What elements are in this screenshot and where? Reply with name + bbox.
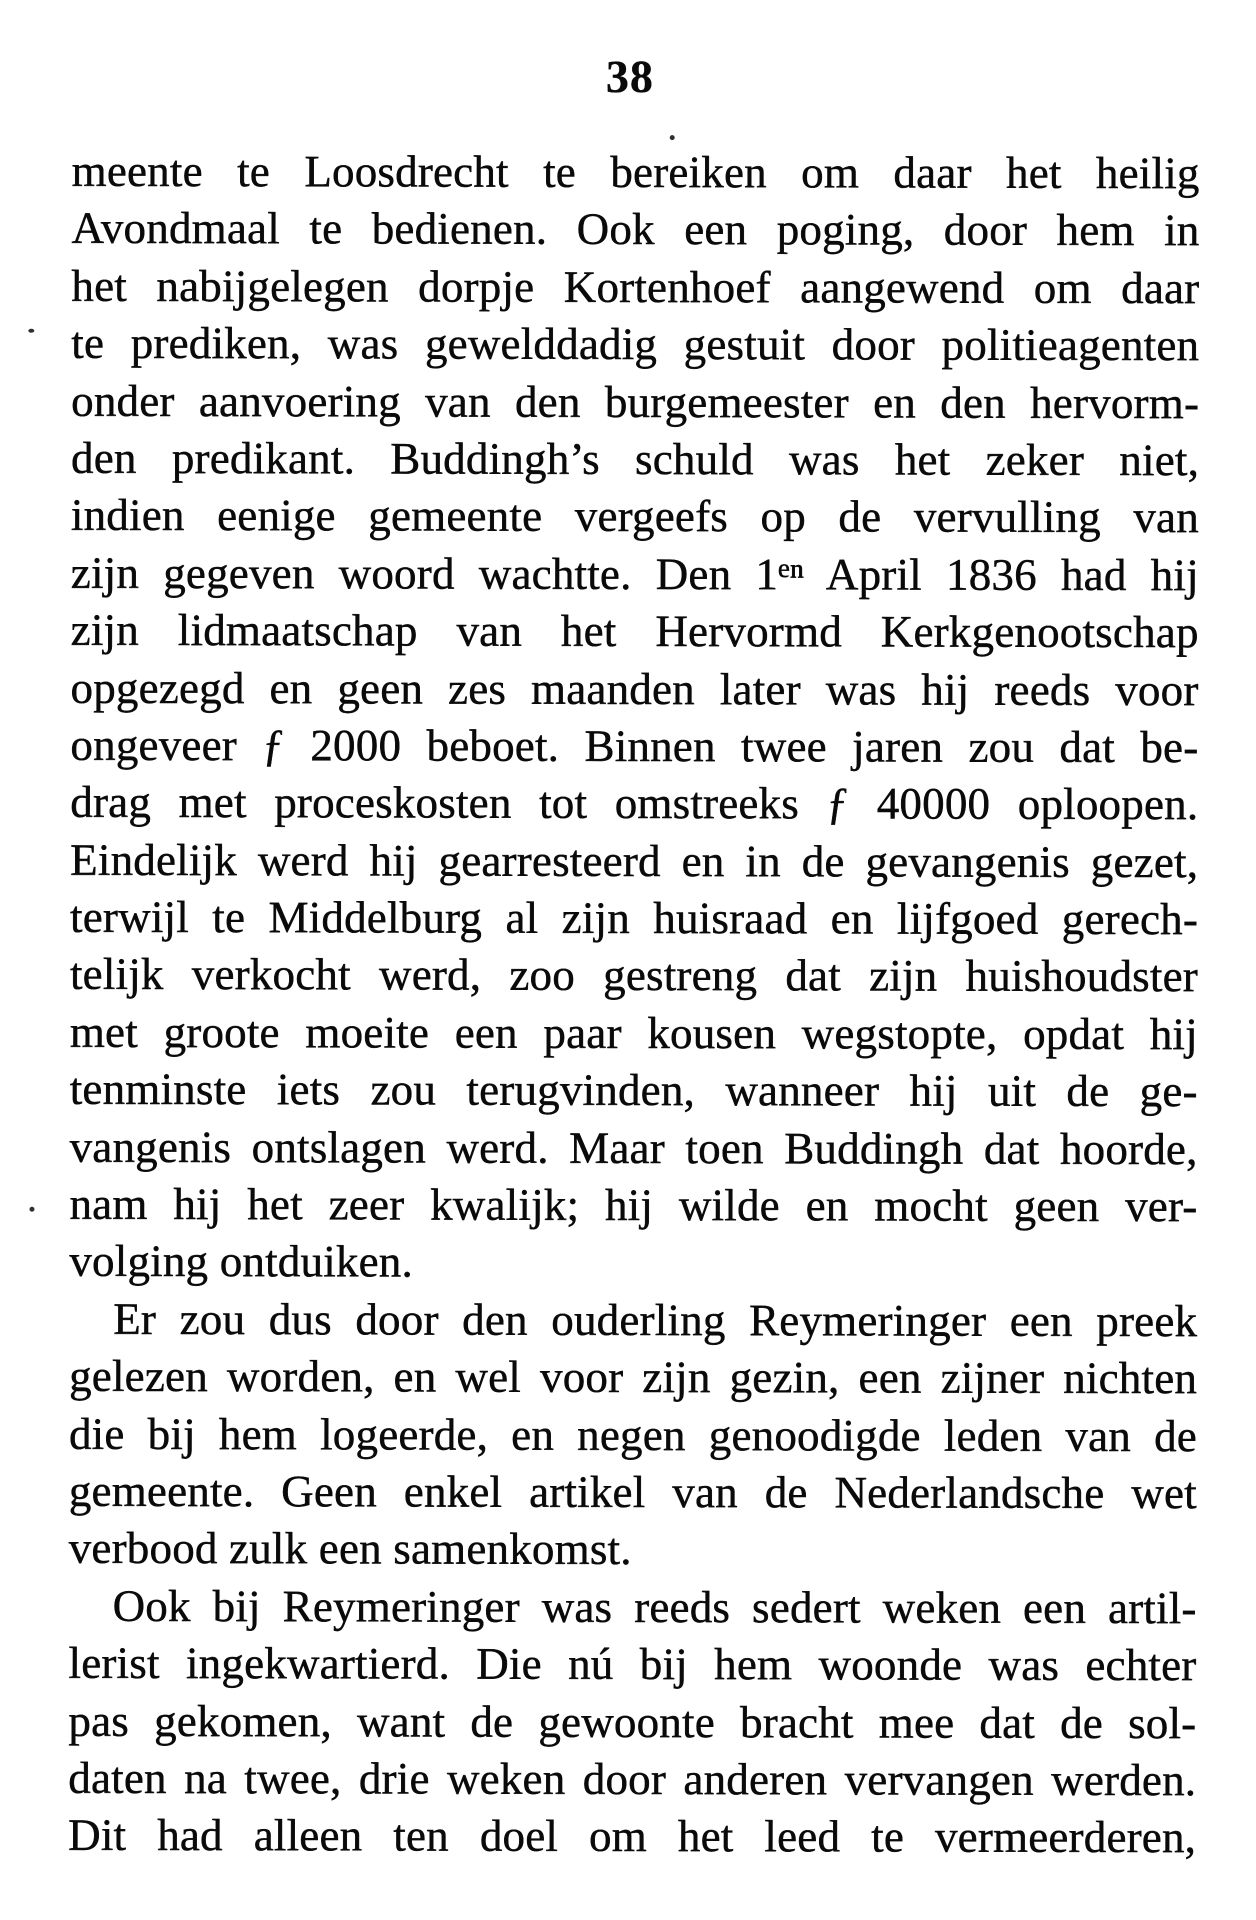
text-line-p2-l5: verbood zulk een samenkomst. bbox=[68, 1523, 632, 1575]
text-line-p1-l13: Eindelijk werd hij gearresteerd en in de gevangenis gezet, bbox=[70, 834, 1199, 887]
text-line-p1-l11: ongeveer ƒ 2000 beboet. Binnen twee jaren zou dat be- bbox=[70, 719, 1199, 773]
text-line-p1-l10: opgezegd en geen zes maanden later was hij reeds voor bbox=[70, 662, 1199, 715]
text-line-p3-l3: pas gekomen, want de gewoonte bracht mee dat de sol- bbox=[68, 1695, 1197, 1748]
text-line-p1-l20: volging ontduiken. bbox=[69, 1236, 414, 1287]
body-text bbox=[68, 143, 1200, 1867]
text-line-p1-l16: met groote moeite een paar kousen wegstopte, opdat hij bbox=[69, 1006, 1198, 1060]
text-line-p1-l5: onder aanvoering van den burgemeester en den hervorm- bbox=[71, 375, 1200, 428]
text-line-p1-l3: het nabijgelegen dorpje Kortenhoef aangewend om daar bbox=[71, 260, 1200, 313]
scan-speck-1 bbox=[670, 135, 675, 140]
text-line-p3-l4: daten na twee, drie weken door anderen vervangen werden. bbox=[68, 1752, 1197, 1806]
scan-speck-2 bbox=[28, 329, 34, 333]
text-line-p1-l19: nam hij het zeer kwalijk; hij wilde en mocht geen ver- bbox=[69, 1178, 1198, 1232]
text-line-p1-l1: meente te Loosdrecht te bereiken om daar het heilig bbox=[71, 145, 1200, 199]
text-line-p1-l4: te prediken, was gewelddadig gestuit door politieagenten bbox=[71, 318, 1200, 371]
scan-speck-3 bbox=[29, 1207, 34, 1212]
text-line-p1-l8: zijn gegeven woord wachtte. Den 1ᵉⁿ April 1836 had hij bbox=[70, 547, 1199, 600]
text-line-p1-l7: indien eenige gemeente vergeefs op de vervulling van bbox=[70, 490, 1199, 543]
text-line-p1-l17: tenminste iets zou terugvinden, wanneer hij uit de ge- bbox=[69, 1064, 1198, 1117]
text-line-p1-l14: terwijl te Middelburg al zijn huisraad en lijfgoed gerech- bbox=[70, 891, 1199, 945]
page-number: 38 bbox=[605, 50, 654, 103]
text-line-p1-l18: vangenis ontslagen werd. Maar toen Buddingh dat hoorde, bbox=[69, 1121, 1198, 1174]
text-line-p3-l5: Dit had alleen ten doel om het leed te vermeerderen, bbox=[68, 1810, 1197, 1863]
text-line-p3-l1: Ook bij Reymeringer was reeds sedert weken een artil- bbox=[112, 1580, 1197, 1633]
text-line-p2-l2: gelezen worden, en wel voor zijn gezin, een zijner nichten bbox=[69, 1351, 1198, 1404]
text-line-p2-l1: Er zou dus door den ouderling Reymeringer een preek bbox=[113, 1293, 1198, 1347]
text-line-p1-l6: den predikant. Buddingh’s schuld was het zeker niet, bbox=[70, 432, 1200, 486]
text-line-p1-l15: telijk verkocht werd, zoo gestreng dat zijn huishoudster bbox=[69, 949, 1199, 1002]
text-line-p2-l3: die bij hem logeerde, en negen genoodigde leden van de bbox=[68, 1408, 1198, 1461]
text-line-p1-l2: Avondmaal te bedienen. Ook een poging, door hem in bbox=[71, 203, 1200, 256]
text-line-p1-l9: zijn lidmaatschap van het Hervormd Kerkgenootschap bbox=[70, 604, 1199, 658]
text-line-p3-l2: lerist ingekwartierd. Die nú bij hem woonde was echter bbox=[68, 1637, 1197, 1691]
text-line-p2-l4: gemeente. Geen enkel artikel van de Nederlandsche wet bbox=[68, 1465, 1197, 1519]
text-line-p1-l12: drag met proceskosten tot omstreeks ƒ 40000 oploopen. bbox=[70, 777, 1199, 830]
